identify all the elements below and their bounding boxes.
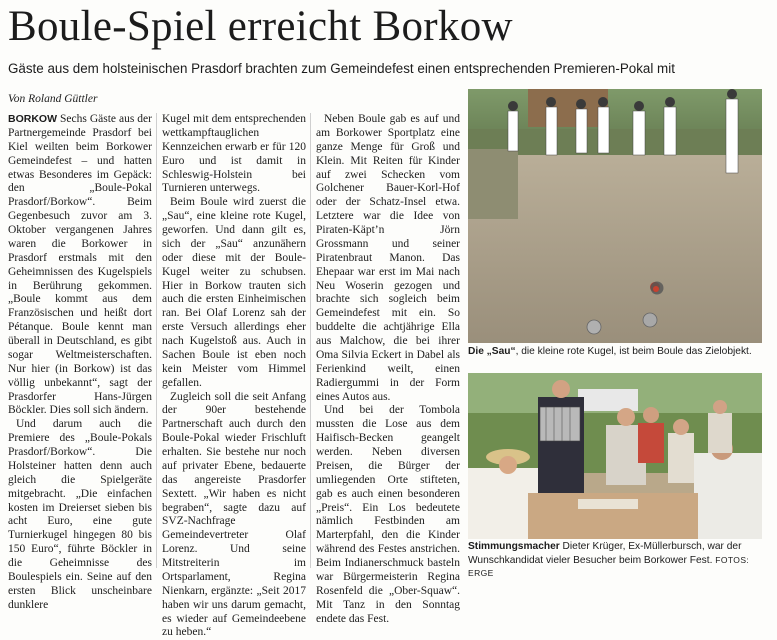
caption-text: Dieter Krüger, Ex-Müllerbursch, war der Wunschkandidat vieler Besucher beim Borkower Fest. [468, 541, 741, 566]
subheadline: Gäste aus dem holsteinischen Prasdorf brachten zum Gemeindefest einen entsprechenden Premieren-Pokal mit [8, 60, 675, 77]
caption-lead: Die „Sau“ [468, 346, 516, 357]
photo-caption [468, 541, 773, 581]
paragraph: Neben Boule gab es auf und am Borkower Sportplatz eine ganze Menge für Groß und Klein. Mit Reiten für Kinder auf zwei Schecken vom Golchener Bauer-Korl-Hof oder der Schatz-Insel etwa. Letztere war die Idee von Piraten-Käpt’n Jörn Grossmann und seiner Piratenbraut Manon. Das Ehepaar war erst im Mai nach Neu Woserin gezogen und brachte sich sogleich beim Gemeindefest mit ein. So buddelte die achtjährige Ella aus Malchow, die bei ihrer Oma Silvia Eckert in Dabel als Ferienkind weilt, einen Radiergummi in der Form eines Autos aus. [316, 113, 460, 404]
headline: Boule-Spiel erreicht Borkow [8, 2, 513, 52]
caption-lead: Stimmungsmacher [468, 541, 560, 552]
paragraph: Beim Boule wird zuerst die „Sau“, eine kleine rote Kugel, geworfen. Und dann gilt es, sich der „Sau“ anzunähern oder diese mit der Boule-Kugel weiter zu schubsen. Hier in Borkow trauten sich auch die ersten Einheimischen ran. Bei Olaf Lorenz sah der erste Versuch allerdings eher nach Kugelstoß aus. Auch in Sachen Boule ist eben noch kein Meister vom Himmel gefallen. [162, 196, 306, 390]
caption-text: , die kleine rote Kugel, ist beim Boule das Zielobjekt. [516, 346, 752, 357]
festival-photo [468, 373, 762, 539]
photo-credit: FOTOS: ERGE [468, 555, 749, 579]
paragraph: Und bei der Tombola mussten die Lose aus dem Haifisch-Becken geangelt werden. Neben diversen Preisen, die Bürger der umliegenden Orte stifteten, gab es auch einen besonderen „Preis“. Ein Los bedeutete nämlich Festbinden am Marterpfahl, den die Kinder während des Festes anstrichen. Beim Indianerschmuck basteln war Bürgermeisterin Regina Rosenfeld die „Ober-Squaw“. Mit Tanz in den Sonntag endete das Fest. [316, 404, 460, 626]
article-column-1 [8, 113, 152, 568]
paragraph: Und darum auch die Premiere des „Boule-Pokals Prasdorf/Borkow“. Die Holsteiner hatten denn auch gleich die Spielgeräte mitgebracht. „Die einfachen kosten im Dreierset sieben bis acht Euro, eine gute Turnierkugel hingegen 80 bis 150 Euro“, führte Böckler in die Geheimnisse des Boulespiels ein. Seine auf den ersten Blick unscheinbare dunklere [8, 418, 152, 612]
article-column-2 [162, 113, 306, 568]
paragraph: Kugel mit dem entsprechenden wettkampftauglichen Kennzeichen erwarb er für 120 Euro und ist damit in Schleswig-Holstein bei Turnieren unterwegs. [162, 113, 306, 196]
article-column-3 [316, 113, 460, 568]
column-divider [310, 113, 311, 568]
column-divider [156, 113, 157, 568]
paragraph [8, 113, 152, 418]
photo-caption [468, 346, 773, 359]
paragraph-text: Sechs Gäste aus der Partnergemeinde Prasdorf bei Kiel weilten beim Borkower Gemeindefest – und hatten etwas Besonderes im Gepäck: den „Boule-Pokal Prasdorf/Borkow“. Beim Gegenbesuch zuvor am 3. Oktober vergangenen Jahres waren die Borkower in Prasdorf erstmals mit den Geheimnissen des Kugelspiels in Berührung gekommen. „Boule kommt aus dem Französischen und heißt dort Pétanque. Boule kennt man überall in Deutschland, es gibt sogar Weltmeisterschaften. Nur hier (in Borkow) ist das völlig unbekannt“, sagt der Prasdorfer Hans-Jürgen Böckler. Dies soll sich ändern. [8, 113, 152, 416]
paragraph: Zugleich soll die seit Anfang der 90er bestehende Partnerschaft auch durch den Boule-Pokal wieder Frischluft erhalten. Sie bestehe nur noch auf privater Ebene, bedauerte das angereiste Prasdorfer Sextett. „Wir haben es nicht begraben“, sagte dazu auf SVZ-Nachfrage Gemeindevertreter Olaf Lorenz. Und seine Mitstreiterin im Ortsparlament, Regina Nienkarn, ergänzte: „Seit 2017 haben wir uns darum gemacht, es wieder auf Gemeindeebene zu heben.“ [162, 391, 306, 640]
boule-photo [468, 89, 762, 343]
dateline: BORKOW [8, 113, 57, 125]
byline: Von Roland Güttler [8, 92, 97, 106]
